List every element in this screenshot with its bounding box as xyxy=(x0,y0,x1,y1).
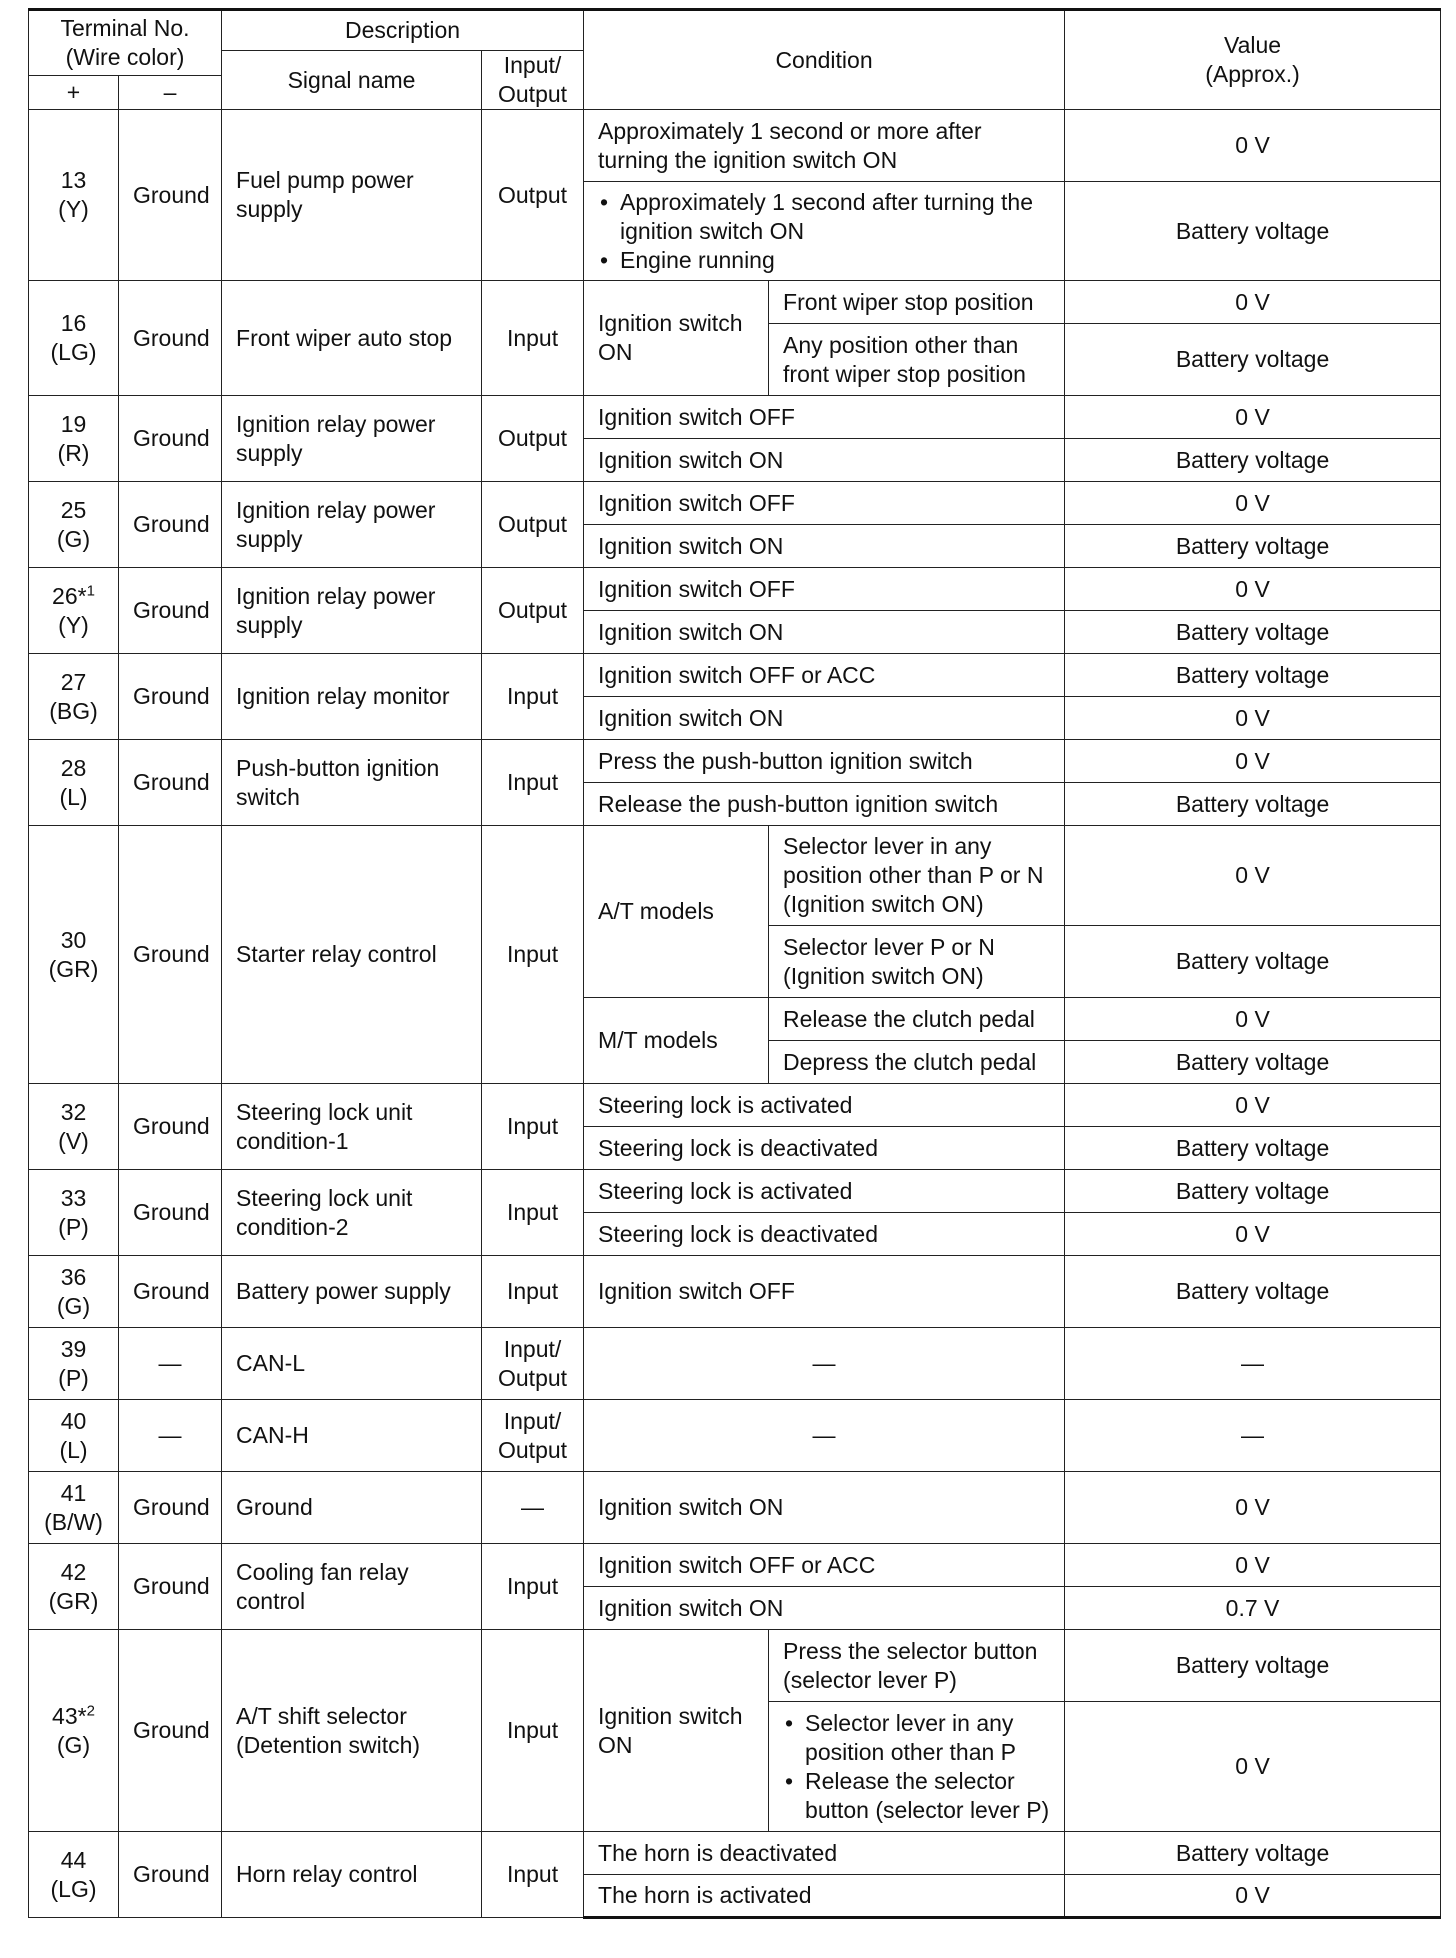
table-row xyxy=(29,1630,1441,1702)
terminal-number: 25 xyxy=(60,496,87,523)
table-row xyxy=(29,1472,1441,1544)
terminal-number: 32 xyxy=(60,1098,87,1125)
io-cell: Input xyxy=(482,826,584,1084)
condition-cell: Ignition switch OFF or ACC xyxy=(584,1544,1065,1587)
condition-cell xyxy=(584,182,1065,281)
terminal-cell xyxy=(29,482,119,568)
minus-cell: — xyxy=(119,1400,222,1472)
header-wire-color-label: (Wire color) xyxy=(65,44,185,70)
minus-cell: Ground xyxy=(119,1170,222,1256)
condition-cell: Release the clutch pedal xyxy=(769,998,1065,1041)
condition-cell: Press the selector button (selector lever P) xyxy=(769,1630,1065,1702)
minus-cell: Ground xyxy=(119,654,222,740)
table-row xyxy=(29,826,1441,926)
signal-name: Steering lock unit condition-2 xyxy=(222,1170,482,1256)
table-row xyxy=(29,110,1441,182)
condition-cell: Ignition switch OFF xyxy=(584,568,1065,611)
terminal-number: 44 xyxy=(60,1846,87,1873)
table-row xyxy=(29,1084,1441,1127)
wire-color: (G) xyxy=(56,1292,91,1319)
terminal-number: 40 xyxy=(60,1407,87,1434)
minus-cell: Ground xyxy=(119,740,222,826)
terminal-cell xyxy=(29,396,119,482)
table-row xyxy=(29,396,1441,439)
terminal-cell xyxy=(29,1630,119,1832)
terminal-cell xyxy=(29,1832,119,1918)
terminal-cell xyxy=(29,1084,119,1170)
condition-cell: Steering lock is deactivated xyxy=(584,1213,1065,1256)
value-cell: 0 V xyxy=(1065,697,1441,740)
value-cell: 0 V xyxy=(1065,998,1441,1041)
condition-cell: The horn is deactivated xyxy=(584,1832,1065,1875)
terminal-cell xyxy=(29,826,119,1084)
terminal-cell xyxy=(29,568,119,654)
terminal-cell xyxy=(29,281,119,396)
table-row xyxy=(29,568,1441,611)
header-signal-name: Signal name xyxy=(222,51,482,110)
condition-group: M/T models xyxy=(584,998,769,1084)
terminal-number: 19 xyxy=(60,410,87,437)
condition-cell: Selector lever P or N (Ignition switch ON) xyxy=(769,926,1065,998)
condition-cell: Release the push-button ignition switch xyxy=(584,783,1065,826)
terminal-number: 42 xyxy=(60,1558,87,1585)
value-cell: 0 V xyxy=(1065,110,1441,182)
minus-cell: — xyxy=(119,1328,222,1400)
value-cell: 0 V xyxy=(1065,826,1441,926)
table-row xyxy=(29,654,1441,697)
signal-name: Ignition relay power supply xyxy=(222,482,482,568)
value-cell: 0 V xyxy=(1065,482,1441,525)
value-cell: Battery voltage xyxy=(1065,525,1441,568)
condition-group: A/T models xyxy=(584,826,769,998)
io-cell: Input xyxy=(482,1832,584,1918)
header-condition: Condition xyxy=(584,10,1065,110)
signal-name: Fuel pump power supply xyxy=(222,110,482,281)
terminal-number: 27 xyxy=(60,668,87,695)
value-cell: 0 V xyxy=(1065,281,1441,324)
wire-color: (Y) xyxy=(58,196,89,222)
signal-name: CAN-H xyxy=(222,1400,482,1472)
value-cell: Battery voltage xyxy=(1065,926,1441,998)
wire-color: (G) xyxy=(56,525,91,552)
minus-cell: Ground xyxy=(119,1630,222,1832)
table-row xyxy=(29,1544,1441,1587)
table-row xyxy=(29,1256,1441,1328)
header-value-label: Value xyxy=(1223,32,1282,58)
header-terminal-no-label: Terminal No. xyxy=(60,15,190,41)
condition-bullet-list xyxy=(598,188,1050,275)
signal-name: CAN-L xyxy=(222,1328,482,1400)
minus-cell: Ground xyxy=(119,1084,222,1170)
terminal-spec-table xyxy=(28,8,1441,1919)
value-cell: Battery voltage xyxy=(1065,324,1441,396)
condition-cell: Ignition switch OFF or ACC xyxy=(584,654,1065,697)
io-cell: Output xyxy=(482,568,584,654)
signal-name: Starter relay control xyxy=(222,826,482,1084)
header-terminal-no xyxy=(29,10,222,76)
terminal-table-page xyxy=(28,8,1440,1919)
condition-bullet: • Engine running xyxy=(620,246,1050,275)
condition-cell: The horn is activated xyxy=(584,1875,1065,1918)
table-row xyxy=(29,482,1441,525)
condition-cell: Press the push-button ignition switch xyxy=(584,740,1065,783)
terminal-cell xyxy=(29,1328,119,1400)
condition-cell xyxy=(769,1702,1065,1832)
terminal-cell xyxy=(29,654,119,740)
terminal-number: 16 xyxy=(60,310,87,336)
value-cell: — xyxy=(1065,1400,1441,1472)
condition-cell: — xyxy=(584,1328,1065,1400)
value-cell: Battery voltage xyxy=(1065,654,1441,697)
terminal-number: 26* xyxy=(52,582,87,609)
condition-bullet: • Release the selector button (selector lever P) xyxy=(805,1767,1050,1825)
value-cell: 0 V xyxy=(1065,740,1441,783)
header-io: Input/ Output xyxy=(482,51,584,110)
terminal-number: 13 xyxy=(60,167,87,193)
condition-group: Ignition switch ON xyxy=(584,281,769,396)
condition-group: Ignition switch ON xyxy=(584,1630,769,1832)
io-cell: Input xyxy=(482,740,584,826)
wire-color: (R) xyxy=(57,439,90,466)
minus-cell: Ground xyxy=(119,281,222,396)
condition-cell: — xyxy=(584,1400,1065,1472)
minus-cell: Ground xyxy=(119,1472,222,1544)
condition-cell: Front wiper stop position xyxy=(769,281,1065,324)
wire-color: (BG) xyxy=(49,697,98,724)
io-cell: Input xyxy=(482,1630,584,1832)
value-cell: Battery voltage xyxy=(1065,1630,1441,1702)
value-cell: Battery voltage xyxy=(1065,182,1441,281)
wire-color: (GR) xyxy=(48,1587,99,1614)
terminal-number: 41 xyxy=(60,1479,87,1506)
minus-cell: Ground xyxy=(119,568,222,654)
wire-color: (L) xyxy=(59,1436,88,1463)
signal-name: A/T shift selector (Detention switch) xyxy=(222,1630,482,1832)
footnote-marker: 2 xyxy=(86,1701,95,1719)
condition-bullet: • Selector lever in any position other than P xyxy=(805,1709,1050,1767)
io-cell: Output xyxy=(482,110,584,281)
io-cell: Output xyxy=(482,396,584,482)
terminal-number: 30 xyxy=(60,926,87,953)
header-plus: + xyxy=(29,76,119,110)
value-cell: — xyxy=(1065,1328,1441,1400)
signal-name: Horn relay control xyxy=(222,1832,482,1918)
signal-name: Push-button ignition switch xyxy=(222,740,482,826)
minus-cell: Ground xyxy=(119,110,222,281)
condition-bullet-list xyxy=(783,1709,1050,1825)
terminal-number: 39 xyxy=(60,1335,87,1362)
signal-name: Ground xyxy=(222,1472,482,1544)
condition-cell: Steering lock is deactivated xyxy=(584,1127,1065,1170)
condition-cell: Ignition switch OFF xyxy=(584,482,1065,525)
value-cell: Battery voltage xyxy=(1065,439,1441,482)
terminal-cell xyxy=(29,1544,119,1630)
value-cell: 0 V xyxy=(1065,1213,1441,1256)
condition-cell: Ignition switch ON xyxy=(584,1587,1065,1630)
minus-cell: Ground xyxy=(119,1544,222,1630)
io-cell: Input/ Output xyxy=(482,1328,584,1400)
io-cell: Input xyxy=(482,1544,584,1630)
minus-cell: Ground xyxy=(119,826,222,1084)
wire-color: (P) xyxy=(58,1213,89,1240)
condition-cell: Ignition switch ON xyxy=(584,697,1065,740)
wire-color: (GR) xyxy=(48,955,99,982)
signal-name: Ignition relay monitor xyxy=(222,654,482,740)
io-cell: Output xyxy=(482,482,584,568)
minus-cell: Ground xyxy=(119,1256,222,1328)
signal-name: Front wiper auto stop xyxy=(222,281,482,396)
wire-color: (LG) xyxy=(50,339,97,365)
io-cell: Input xyxy=(482,281,584,396)
value-cell: Battery voltage xyxy=(1065,1170,1441,1213)
value-cell: 0 V xyxy=(1065,1472,1441,1544)
header-value xyxy=(1065,10,1441,110)
table-row xyxy=(29,1170,1441,1213)
terminal-cell xyxy=(29,1472,119,1544)
minus-cell: Ground xyxy=(119,1832,222,1918)
header-approx-label: (Approx.) xyxy=(1205,61,1300,87)
io-cell: Input xyxy=(482,1084,584,1170)
terminal-cell xyxy=(29,1256,119,1328)
terminal-cell xyxy=(29,1170,119,1256)
condition-cell: Ignition switch ON xyxy=(584,525,1065,568)
header-description: Description xyxy=(222,10,584,51)
io-cell: Input xyxy=(482,654,584,740)
signal-name: Ignition relay power supply xyxy=(222,396,482,482)
io-cell: Input xyxy=(482,1170,584,1256)
value-cell: Battery voltage xyxy=(1065,611,1441,654)
signal-name: Cooling fan relay control xyxy=(222,1544,482,1630)
condition-cell: Depress the clutch pedal xyxy=(769,1041,1065,1084)
value-cell: Battery voltage xyxy=(1065,1041,1441,1084)
terminal-cell xyxy=(29,740,119,826)
io-cell: — xyxy=(482,1472,584,1544)
terminal-cell xyxy=(29,110,119,281)
minus-cell: Ground xyxy=(119,482,222,568)
io-cell: Input xyxy=(482,1256,584,1328)
value-cell: 0 V xyxy=(1065,1875,1441,1918)
condition-bullet: • Approximately 1 second after turning the ignition switch ON xyxy=(620,188,1050,246)
condition-cell: Ignition switch ON xyxy=(584,439,1065,482)
wire-color: (P) xyxy=(58,1364,89,1391)
signal-name: Battery power supply xyxy=(222,1256,482,1328)
table-row xyxy=(29,281,1441,324)
terminal-number: 43* xyxy=(52,1702,87,1729)
table-row xyxy=(29,740,1441,783)
value-cell: Battery voltage xyxy=(1065,1127,1441,1170)
value-cell: 0 V xyxy=(1065,568,1441,611)
condition-cell: Ignition switch ON xyxy=(584,1472,1065,1544)
terminal-number: 36 xyxy=(60,1263,87,1290)
io-cell: Input/ Output xyxy=(482,1400,584,1472)
terminal-cell xyxy=(29,1400,119,1472)
wire-color: (G) xyxy=(56,1731,91,1758)
table-row xyxy=(29,1400,1441,1472)
table-header xyxy=(29,10,1441,110)
wire-color: (L) xyxy=(59,783,88,810)
condition-cell: Any position other than front wiper stop position xyxy=(769,324,1065,396)
table-row xyxy=(29,1832,1441,1875)
wire-color: (V) xyxy=(58,1127,89,1154)
value-cell: 0 V xyxy=(1065,396,1441,439)
header-minus: – xyxy=(119,76,222,110)
condition-cell: Ignition switch ON xyxy=(584,611,1065,654)
terminal-number: 33 xyxy=(60,1184,87,1211)
condition-cell: Selector lever in any position other than P or N (Ignition switch ON) xyxy=(769,826,1065,926)
signal-name: Steering lock unit condition-1 xyxy=(222,1084,482,1170)
condition-cell: Approximately 1 second or more after turning the ignition switch ON xyxy=(584,110,1065,182)
value-cell: 0 V xyxy=(1065,1084,1441,1127)
value-cell: 0 V xyxy=(1065,1702,1441,1832)
minus-cell: Ground xyxy=(119,396,222,482)
wire-color: (Y) xyxy=(58,611,89,638)
value-cell: 0 V xyxy=(1065,1544,1441,1587)
terminal-number: 28 xyxy=(60,754,87,781)
wire-color: (LG) xyxy=(50,1875,97,1902)
condition-cell: Ignition switch OFF xyxy=(584,396,1065,439)
value-cell: 0.7 V xyxy=(1065,1587,1441,1630)
value-cell: Battery voltage xyxy=(1065,1832,1441,1875)
value-cell: Battery voltage xyxy=(1065,1256,1441,1328)
value-cell: Battery voltage xyxy=(1065,783,1441,826)
condition-cell: Steering lock is activated xyxy=(584,1084,1065,1127)
signal-name: Ignition relay power supply xyxy=(222,568,482,654)
footnote-marker: 1 xyxy=(86,581,95,599)
table-row xyxy=(29,1328,1441,1400)
condition-cell: Ignition switch OFF xyxy=(584,1256,1065,1328)
wire-color: (B/W) xyxy=(44,1508,103,1535)
condition-cell: Steering lock is activated xyxy=(584,1170,1065,1213)
